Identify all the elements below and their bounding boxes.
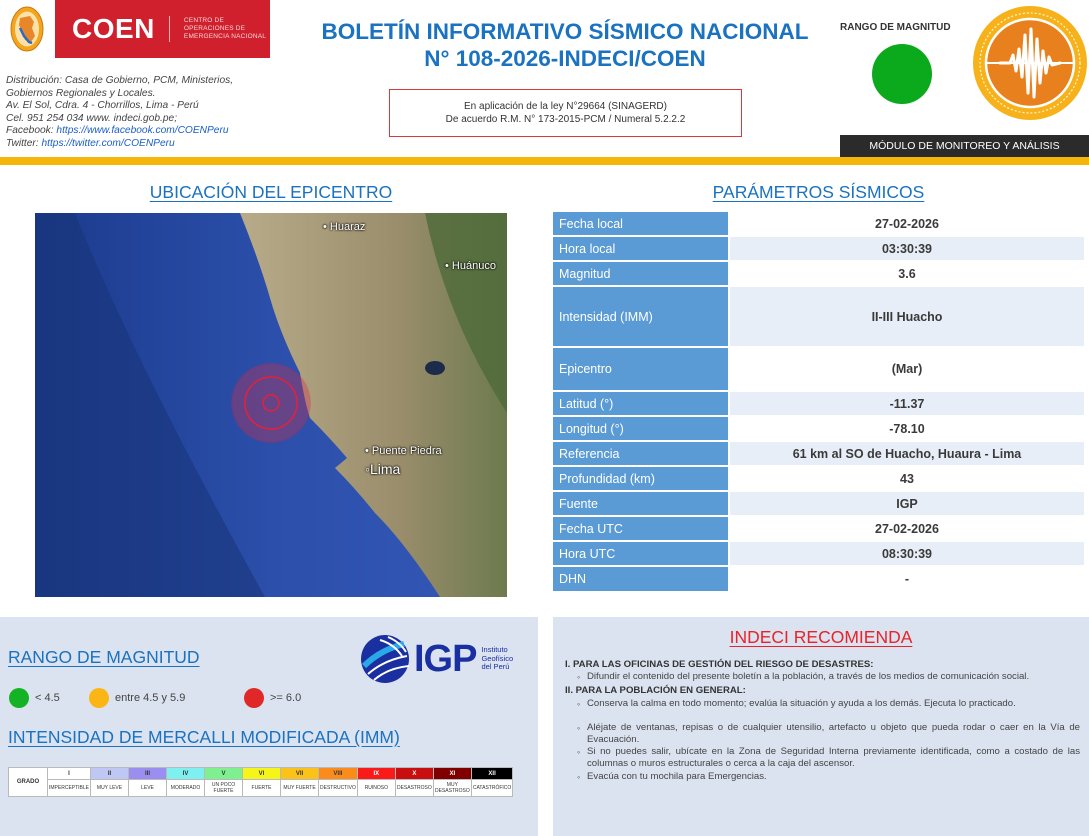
module-banner: MÓDULO DE MONITOREO Y ANÁLISIS (840, 135, 1089, 157)
mercalli-grade-row (9, 768, 513, 780)
legend-item-medium (89, 688, 244, 708)
param-value: -78.10 (730, 417, 1084, 442)
coen-wordmark: COEN (72, 13, 155, 44)
param-value: IGP (730, 492, 1084, 517)
grade-desc: FUERTE (243, 780, 281, 797)
orange-circle-icon (89, 688, 109, 708)
list-item: ◦ Aléjate de ventanas, repisas o de cualquier utensilio, artefacto u objeto que pueda rodar o caer en la Vía de Evacuación. (577, 722, 1080, 746)
grade-header: GRADO (9, 768, 48, 797)
table-row (553, 212, 1084, 237)
coen-fullname-line: OPERACIONES DE (183, 25, 246, 32)
coen-header-bar (0, 0, 270, 58)
facebook-link[interactable]: https://www.facebook.com/COENPeru (56, 125, 229, 137)
bulletin-title (300, 18, 830, 72)
param-value: -11.37 (730, 392, 1084, 417)
epicenter-map[interactable] (35, 213, 507, 597)
grade-desc: MODERADO (167, 780, 205, 797)
map-label-text: Puente Piedra (371, 445, 442, 457)
green-circle-icon (9, 688, 29, 708)
bulletin-title-line1: BOLETÍN INFORMATIVO SÍSMICO NACIONAL (321, 19, 809, 44)
param-value: 43 (730, 467, 1084, 492)
grade-cell: IX (357, 768, 395, 780)
table-row (553, 262, 1084, 287)
coen-logo (0, 0, 55, 58)
param-label: Referencia (553, 442, 730, 467)
grade-cell: X (395, 768, 433, 780)
map-label-text: Huánuco (451, 260, 496, 272)
epicenter-title: UBICACIÓN DEL EPICENTRO (149, 182, 393, 202)
grade-desc: DESASTROSO (395, 780, 433, 797)
igp-fullname (481, 646, 513, 672)
map-label-text: Huaraz (329, 221, 366, 233)
table-row (553, 442, 1084, 467)
header-divider (0, 157, 1089, 165)
igp-fullname-line: Geofísico (481, 653, 514, 663)
coen-fullname-line: CENTRO DE (183, 17, 224, 24)
magnitude-range-indicator (872, 44, 932, 104)
grade-desc: IMPERCEPTIBLE (48, 780, 91, 797)
grade-desc: RUINOSO (357, 780, 395, 797)
grade-desc: UN POCO FUERTE (205, 780, 243, 797)
grade-desc: DESTRUCTIVO (319, 780, 358, 797)
param-value: 08:30:39 (730, 542, 1084, 567)
map-label-puente-piedra: • Puente Piedra (365, 445, 442, 457)
twitter-link[interactable]: https://twitter.com/COENPeru (41, 137, 175, 149)
grade-cell: V (205, 768, 243, 780)
magnitude-legend (9, 688, 301, 708)
param-label: Longitud (°) (553, 417, 730, 442)
param-label: Fecha UTC (553, 517, 730, 542)
param-label: DHN (553, 567, 730, 593)
contact-line: Cel. 951 254 034 www. indeci.gob.pe; (6, 112, 178, 124)
table-row (553, 237, 1084, 262)
distribution-line: Gobiernos Regionales y Locales. (6, 87, 156, 99)
param-label: Epicentro (553, 348, 730, 392)
table-row (553, 517, 1084, 542)
section2-heading: II. PARA LA POBLACIÓN EN GENERAL: (565, 685, 746, 697)
table-row (553, 492, 1084, 517)
param-value: 27-02-2026 (730, 517, 1084, 542)
list-item: ◦ Difundir el contenido del presente boletín a la población, a través de los medios de comunicación social. (577, 671, 1080, 683)
parameters-title: PARÁMETROS SÍSMICOS (712, 182, 925, 202)
recommendations-body (565, 659, 1080, 783)
legal-reference-box (389, 89, 742, 137)
section1-list (565, 671, 1080, 683)
igp-globe-icon (360, 634, 410, 684)
grade-cell: III (129, 768, 167, 780)
peru-shield-icon (10, 6, 44, 52)
mercalli-title: INTENSIDAD DE MERCALLI MODIFICADA (IMM) (8, 727, 400, 747)
grade-cell: VI (243, 768, 281, 780)
mercalli-scale-table (8, 767, 513, 797)
grade-desc: CATASTRÓFICO (471, 780, 512, 797)
magnitude-range-label: RANGO DE MAGNITUD (840, 22, 951, 33)
seismic-parameters-table (553, 212, 1084, 593)
law-reference: En aplicación de la ley N°29664 (SINAGERD) (464, 101, 667, 112)
param-label: Intensidad (IMM) (553, 287, 730, 348)
coen-fullname-line: EMERGENCIA NACIONAL (183, 33, 267, 40)
coen-fullname (184, 17, 266, 41)
param-value: 03:30:39 (730, 237, 1084, 262)
param-label: Fecha local (553, 212, 730, 237)
param-value: 27-02-2026 (730, 212, 1084, 237)
recommendations-title: INDECI RECOMIENDA (729, 627, 913, 647)
section2-list (565, 698, 1080, 783)
grade-cell: I (48, 768, 91, 780)
seismograph-badge-icon (972, 5, 1088, 121)
param-label: Magnitud (553, 262, 730, 287)
red-circle-icon (244, 688, 264, 708)
magnitude-range-title: RANGO DE MAGNITUD (8, 647, 200, 667)
map-label-text: Lima (369, 461, 401, 477)
param-value: 3.6 (730, 262, 1084, 287)
map-label-lima: ◦Lima (365, 461, 401, 477)
table-row (553, 417, 1084, 442)
coen-separator (169, 16, 170, 42)
grade-cell: XII (471, 768, 512, 780)
bulletin-number: N° 108-2026-INDECI/COEN (424, 46, 706, 71)
param-label: Hora local (553, 237, 730, 262)
legend-label: < 4.5 (35, 692, 60, 704)
igp-acronym: IGP (414, 637, 477, 680)
table-row (553, 392, 1084, 417)
table-row (553, 467, 1084, 492)
grade-desc: MUY LEVE (91, 780, 129, 797)
grade-desc: MUY DESASTROSO (433, 780, 471, 797)
facebook-label: Facebook: (6, 125, 57, 137)
table-row (553, 348, 1084, 392)
igp-logo (360, 634, 513, 684)
twitter-line (6, 138, 276, 151)
igp-fullname-line: Instituto (481, 645, 508, 655)
mercalli-desc-row (9, 780, 513, 797)
param-value: 61 km al SO de Huacho, Huaura - Lima (730, 442, 1084, 467)
param-value: - (730, 567, 1084, 593)
distribution-info (6, 75, 276, 151)
section1-heading: I. PARA LAS OFICINAS DE GESTIÓN DEL RIESGO DE DESASTRES: (565, 659, 874, 670)
list-item: ◦ Conserva la calma en todo momento; evalúa la situación y ayuda a los demás. Ejecuta lo practicado. (577, 698, 1080, 710)
param-value: (Mar) (730, 348, 1084, 392)
legend-item-low (9, 688, 89, 708)
param-label: Hora UTC (553, 542, 730, 567)
resolution-reference: De acuerdo R.M. N° 173-2015-PCM / Numeral 5.2.2.2 (445, 114, 686, 125)
grade-cell: VII (281, 768, 319, 780)
grade-desc: LEVE (129, 780, 167, 797)
map-label-huanuco: • Huánuco (445, 260, 496, 272)
grade-cell: IV (167, 768, 205, 780)
list-item: ◦ Si no puedes salir, ubícate en la Zona de Seguridad Interna previamente identificada, como a costado de las columnas o muros estructurales o cerca a la caja del ascensor. (577, 746, 1080, 770)
legend-label: entre 4.5 y 5.9 (115, 692, 186, 704)
distribution-line: Distribución: Casa de Gobierno, PCM, Ministerios, (6, 75, 234, 86)
param-label: Fuente (553, 492, 730, 517)
grade-cell: II (91, 768, 129, 780)
list-item: ◦ Evacúa con tu mochila para Emergencias. (577, 771, 1080, 783)
map-label-huaraz: • Huaraz (323, 221, 366, 233)
igp-fullname-line: del Perú (481, 662, 510, 672)
param-value: II-III Huacho (730, 287, 1084, 348)
facebook-line (6, 125, 276, 138)
table-row (553, 287, 1084, 348)
legend-item-high (244, 688, 301, 708)
table-row (553, 542, 1084, 567)
grade-cell: VIII (319, 768, 358, 780)
param-label: Profundidad (km) (553, 467, 730, 492)
legend-label: >= 6.0 (270, 692, 302, 704)
twitter-label: Twitter: (6, 137, 42, 149)
table-row (553, 567, 1084, 593)
param-label: Latitud (°) (553, 392, 730, 417)
grade-desc: MUY FUERTE (281, 780, 319, 797)
grade-cell: XI (433, 768, 471, 780)
address-line: Av. El Sol, Cdra. 4 - Chorrillos, Lima - Perú (6, 100, 199, 112)
